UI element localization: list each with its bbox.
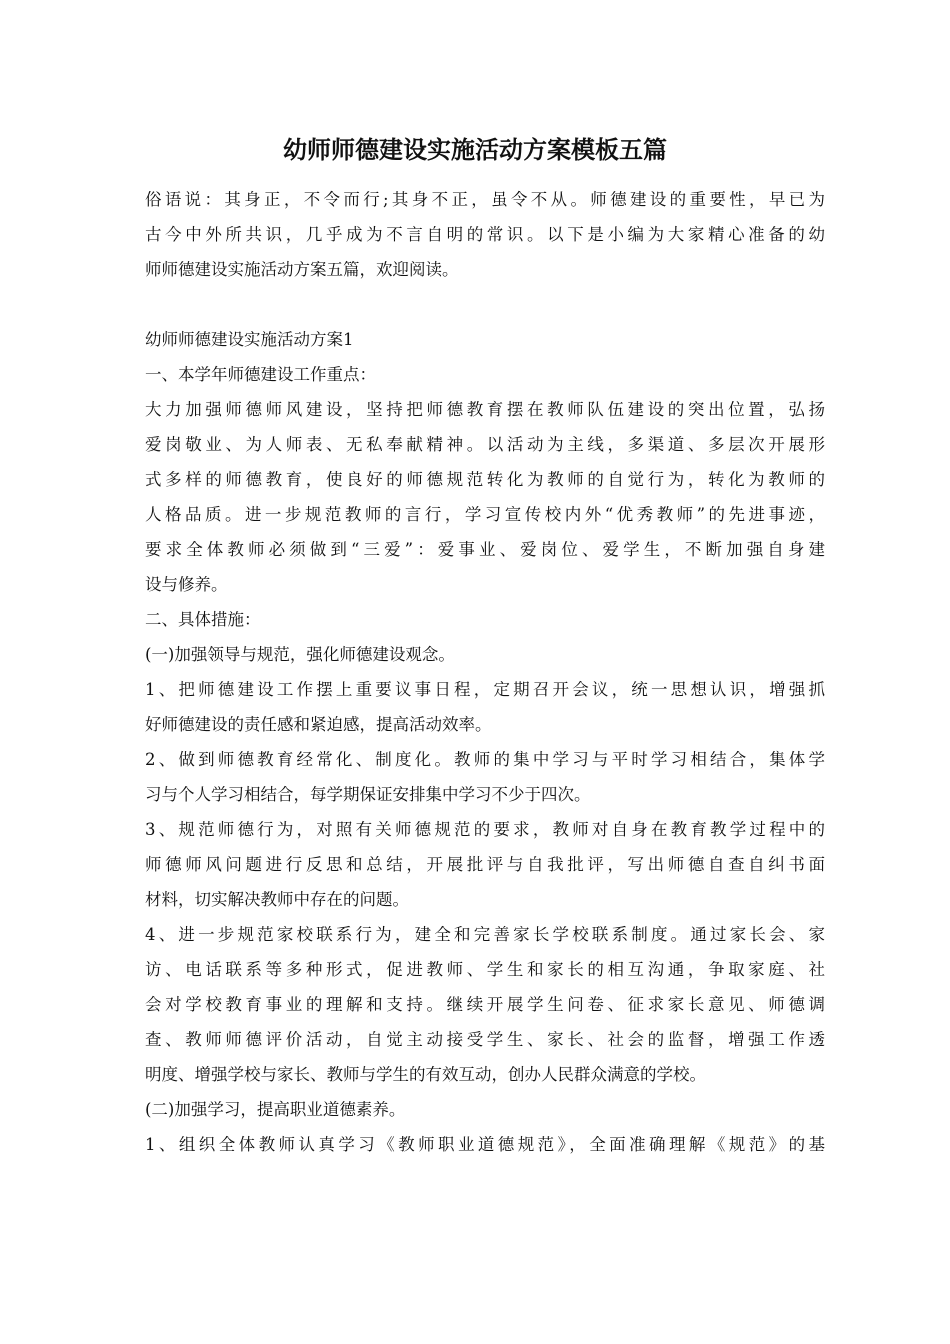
body-line: 1、组织全体教师认真学习《教师职业道德规范》，全面准确理解《规范》的基 — [145, 1135, 825, 1154]
document-title: 幼师师德建设实施活动方案模板五篇 — [283, 135, 667, 164]
body-line: 材料，切实解决教师中存在的问题。 — [145, 890, 409, 909]
subsection-heading: (一)加强领导与规范，强化师德建设观念。 — [145, 645, 455, 664]
subsection-heading: 二、具体措施： — [145, 610, 261, 629]
body-line: 明度、增强学校与家长、教师与学生的有效互动，创办人民群众满意的学校。 — [145, 1065, 706, 1084]
document-body — [145, 182, 825, 1162]
body-line: 大力加强师德师风建设，坚持把师德教育摆在教师队伍建设的突出位置，弘扬 — [145, 400, 825, 419]
body-line: 查、教师师德评价活动，自觉主动接受学生、家长、社会的监督，增强工作透 — [145, 1030, 825, 1049]
body-line: 会对学校教育事业的理解和支持。继续开展学生问卷、征求家长意见、师德调 — [145, 995, 825, 1014]
body-line: 好师德建设的责任感和紧迫感，提高活动效率。 — [145, 715, 492, 734]
body-line: 设与修养。 — [145, 575, 228, 594]
body-line: 爱岗敬业、为人师表、无私奉献精神。以活动为主线，多渠道、多层次开展形 — [145, 435, 825, 454]
body-line: 3、规范师德行为，对照有关师德规范的要求，教师对自身在教育教学过程中的 — [145, 820, 825, 839]
body-line: 访、电话联系等多种形式，促进教师、学生和家长的相互沟通，争取家庭、社 — [145, 960, 825, 979]
body-line: 4、进一步规范家校联系行为，建全和完善家长学校联系制度。通过家长会、家 — [145, 925, 825, 944]
section-heading: 幼师师德建设实施活动方案1 — [145, 330, 354, 349]
body-line: 2、做到师德教育经常化、制度化。教师的集中学习与平时学习相结合，集体学 — [145, 750, 825, 769]
intro-line: 师师德建设实施活动方案五篇，欢迎阅读。 — [145, 260, 459, 279]
body-line: 要求全体教师必须做到“三爱”：爱事业、爱岗位、爱学生，不断加强自身建 — [145, 540, 825, 559]
body-line: 师德师风问题进行反思和总结，开展批评与自我批评，写出师德自查自纠书面 — [145, 855, 825, 874]
body-line: 人格品质。进一步规范教师的言行，学习宣传校内外“优秀教师”的先进事迹， — [145, 505, 825, 524]
intro-line: 古今中外所共识，几乎成为不言自明的常识。以下是小编为大家精心准备的幼 — [145, 225, 825, 244]
body-line: 1、把师德建设工作摆上重要议事日程，定期召开会议，统一思想认识，增强抓 — [145, 680, 825, 699]
subsection-heading: (二)加强学习，提高职业道德素养。 — [145, 1100, 406, 1119]
paragraph-gap — [145, 287, 825, 322]
intro-line: 俗语说：其身正，不令而行;其身不正，虽令不从。师德建设的重要性，早已为 — [145, 190, 825, 209]
subsection-heading: 一、本学年师德建设工作重点： — [145, 365, 376, 384]
body-line: 式多样的师德教育，使良好的师德规范转化为教师的自觉行为，转化为教师的 — [145, 470, 825, 489]
body-line: 习与个人学习相结合，每学期保证安排集中学习不少于四次。 — [145, 785, 591, 804]
